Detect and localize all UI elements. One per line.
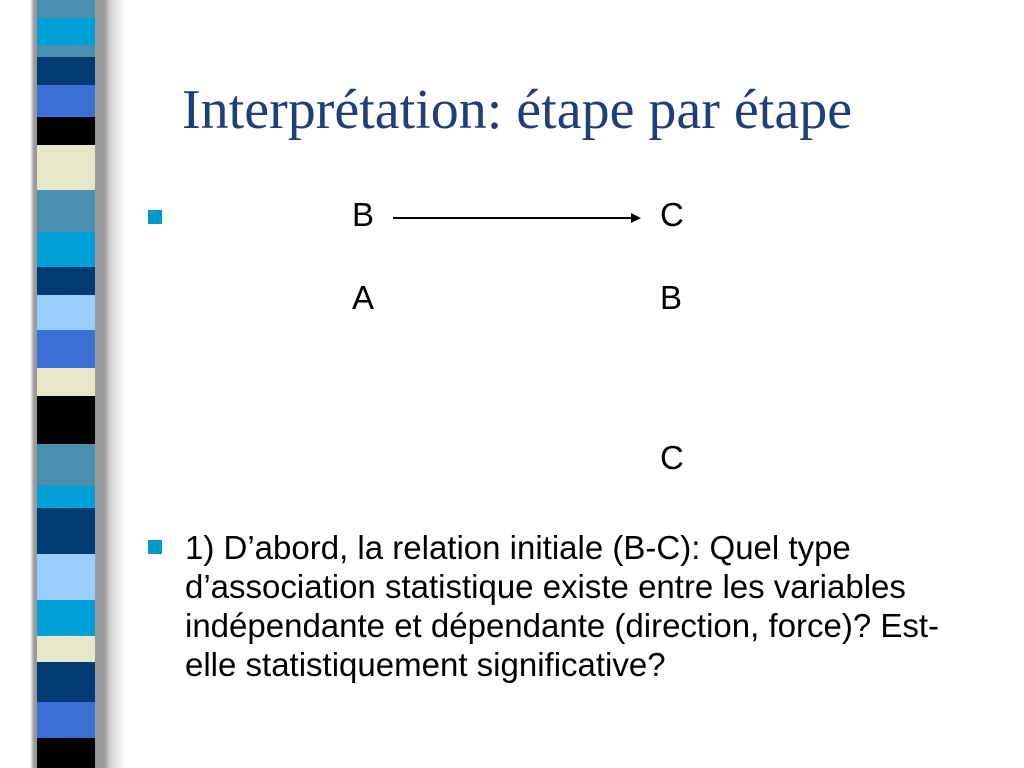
- decorative-stripe: [37, 368, 95, 396]
- decorative-stripe: [37, 18, 95, 45]
- decorative-stripe: [37, 662, 95, 702]
- diagram-label-b-top: B: [352, 196, 375, 233]
- decorative-stripe: [37, 45, 95, 57]
- slide-title: Interprétation: étape par étape: [182, 79, 853, 141]
- bullet-text: 1) D’abord, la relation initiale (B-C): Quel type d’association statistique existe entre les variables indépendante et dépendante (direction, force)? Est-elle statistiquement significative?: [185, 529, 940, 683]
- decorative-stripe: [37, 330, 95, 368]
- bullet-square-2: [148, 540, 162, 554]
- decorative-stripe: [37, 636, 95, 662]
- arrow-icon: [393, 210, 643, 226]
- decorative-stripe: [37, 554, 95, 600]
- decorative-stripe: [37, 508, 95, 554]
- decorative-stripe: [37, 190, 95, 232]
- decorative-stripe: [37, 600, 95, 636]
- stripe-column: [37, 0, 95, 768]
- decorative-stripe: [37, 702, 95, 738]
- decorative-stripe: [37, 486, 95, 508]
- decorative-stripe: [37, 145, 95, 190]
- decorative-stripe: [37, 738, 95, 768]
- decorative-stripe: [37, 85, 95, 117]
- diagram-label-c-top: C: [660, 196, 684, 233]
- diagram-label-a: A: [352, 279, 375, 316]
- decorative-stripe: [37, 0, 95, 18]
- decorative-side-bar: [0, 0, 125, 768]
- decorative-stripe: [37, 232, 95, 267]
- diagram-label-b-mid: B: [660, 279, 683, 316]
- decorative-stripe: [37, 117, 95, 145]
- decorative-stripe: [37, 444, 95, 486]
- diagram-label-c-bottom: C: [660, 439, 684, 476]
- decorative-stripe: [37, 295, 95, 330]
- decorative-stripe: [37, 396, 95, 444]
- bullet-square-1: [148, 210, 162, 224]
- decorative-stripe: [37, 267, 95, 295]
- decorative-stripe: [37, 57, 95, 85]
